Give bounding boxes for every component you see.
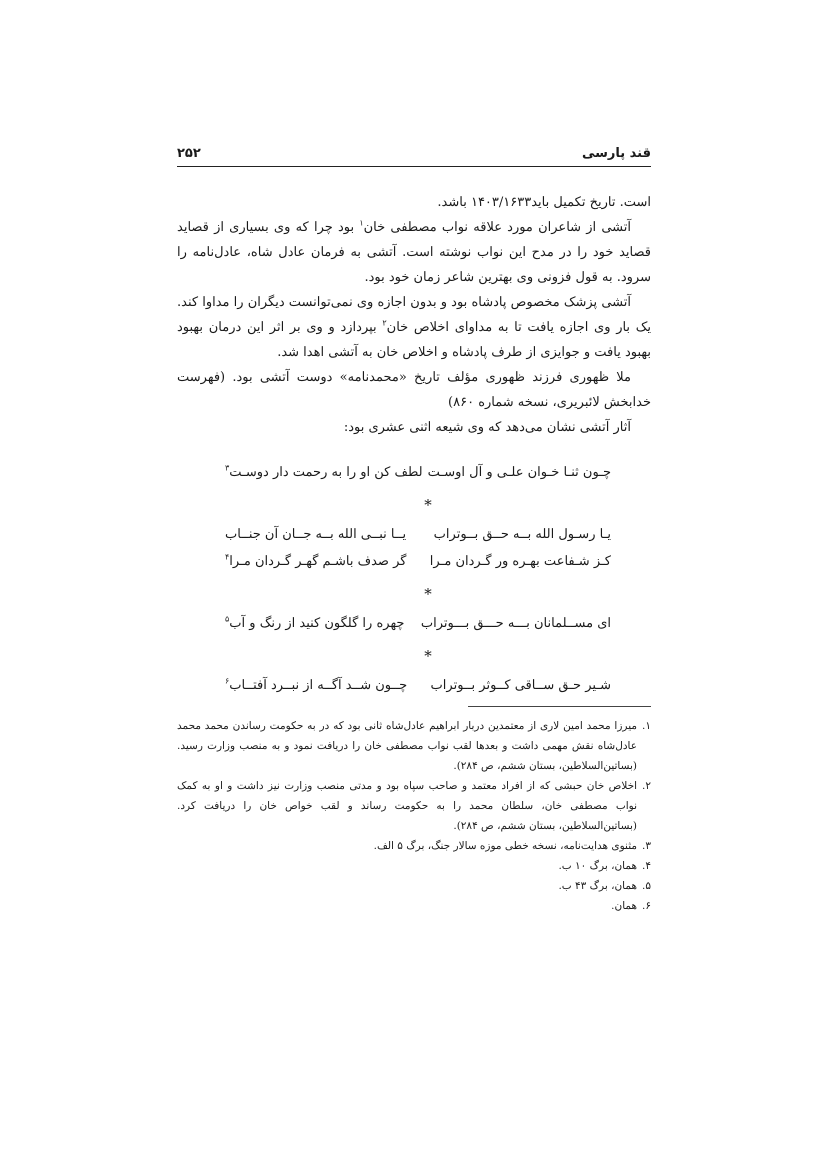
- footnote-text: مثنوی هدایت‌نامه، نسخه خطی موزه سالار جنگ، برگ ۵ الف.: [373, 840, 637, 852]
- verse-couplet: [177, 527, 651, 554]
- page-number: ۲۵۲: [177, 146, 201, 161]
- verse-couplet: [177, 465, 651, 492]
- footnote-text: اخلاص خان حبشی که از افراد معتمد و صاحب سپاه بود و مدتی منصب وزارت نیز داشت و او به کمک نواب مصطفی خان، سلطان محمد را به حکومت رساند و لقب خواص خان را دریافت کرد. (بساتین‌السلاطین، بستان ششم، ص ۲۸۴).: [177, 780, 637, 832]
- main-text: [177, 190, 651, 440]
- footnote-2: [177, 776, 651, 836]
- journal-title: قند پارسی: [581, 146, 651, 161]
- verse-separator: *: [424, 496, 432, 514]
- hemistich-right: یـا رسـول الله بــه حــق بــوتراب: [433, 527, 611, 542]
- hemistich-left: یــا نبــی الله بــه جــان آن جنــاب: [225, 527, 407, 542]
- footnote-number: ۱.: [642, 720, 651, 732]
- footnote-ref-3[interactable]: ۳: [225, 463, 230, 473]
- verse-couplet: [177, 616, 651, 643]
- footnote-5: [177, 876, 651, 896]
- footnote-number: ۴.: [642, 860, 651, 872]
- footnote-text: میرزا محمد امین لاری از معتمدین دربار ابراهیم عادل‌شاه ثانی بود که در به حکومت رساندن محمد محمد عادل‌شاه نقش مهمی داشت و بعدها لقب نواب مصطفی خان را دریافت نمود و به منصب وزارت رسید. (بساتین‌السلاطین، بستان ششم، ص ۲۸۴).: [177, 720, 637, 772]
- hemistich-left: لطف کن او را به رحمت دار دوسـت$^۳$: [225, 463, 423, 480]
- hemistich-right: کـز شـفاعت بهـره ور گـردان مـرا: [429, 554, 611, 569]
- footnote-text: همان.: [611, 900, 637, 912]
- paragraph-3: آتشی پزشک مخصوص پادشاه بود و بدون اجازه وی نمی‌توانست دیگران را مداوا کند. یک بار وی اجازه یافت تا به مداوای اخلاص خان$^۲$ بپردازد و وی بر اثر این درمان بهبود بهبود یافت و جوایزی از طرف پادشاه و اخلاص خان به آتشی اهدا شد.: [177, 295, 652, 360]
- footnote-ref-6[interactable]: ۶: [225, 676, 230, 686]
- footnote-ref-5[interactable]: ۵: [225, 614, 230, 624]
- footnotes: [177, 716, 651, 916]
- footnote-ref-1[interactable]: ۱: [359, 218, 364, 228]
- verse-separator: *: [424, 647, 432, 665]
- footnote-rule: [468, 706, 651, 707]
- paragraph-1: است. تاریخ تکمیل باید۱۴۰۳/۱۶۳۳ باشد.: [437, 195, 651, 210]
- footnote-number: ۳.: [642, 840, 651, 852]
- footnote-4: [177, 856, 651, 876]
- footnote-1: [177, 716, 651, 776]
- paragraph-2: آتشی از شاعران مورد علاقه نواب مصطفی خان$^۱$ بود چرا که وی بسیاری از قصاید قصاید خود را در مدح این نواب نوشته است. آتشی به فرمان عادل شاه، عادل‌نامه را سرود. به قول فزونی وی بهترین شاعر زمان خود بود.: [177, 218, 651, 285]
- hemistich-left: چهره را گلگون کنید از رنگ و آب$^۵$: [225, 614, 405, 631]
- hemistich-right: چـون ثنـا خـوان علـی و آل اوسـت: [427, 465, 611, 480]
- hemistich-left: چــون شــد آگــه از نبــرد آفتــاب$^۶$: [225, 676, 408, 693]
- poem-verses: [177, 465, 651, 705]
- footnote-6: [177, 896, 651, 916]
- hemistich-left: گر صدف باشـم گهـر گـردان مـرا$^۴$: [225, 552, 407, 569]
- footnote-number: ۵.: [642, 880, 651, 892]
- footnote-ref-4[interactable]: ۴: [225, 552, 230, 562]
- footnote-number: ۲.: [642, 780, 651, 792]
- verse-couplet: [177, 554, 651, 581]
- paragraph-5: آثار آتشی نشان می‌دهد که وی شیعه اثنی عشری بود:: [343, 420, 631, 435]
- verse-separator: *: [424, 585, 432, 603]
- footnote-3: [177, 836, 651, 856]
- footnote-number: ۶.: [642, 900, 651, 912]
- running-header: [177, 142, 651, 166]
- footnote-text: همان، برگ ۱۰ ب.: [558, 860, 637, 872]
- hemistich-right: ای مســلمانان بـــه حـــق بـــوتراب: [420, 616, 611, 631]
- header-rule: [177, 166, 651, 167]
- hemistich-right: شـیر حـق ســاقی کــوثر بــوتراب: [430, 678, 611, 693]
- footnote-text: همان، برگ ۴۳ ب.: [558, 880, 637, 892]
- paragraph-4: ملا ظهوری فرزند ظهوری مؤلف تاریخ «محمدنامه» دوست آتشی بود. (فهرست خدابخش لائبریری، نسخه شماره ۸۶۰): [177, 370, 651, 410]
- footnote-ref-2[interactable]: ۲: [382, 318, 387, 328]
- verse-couplet: [177, 678, 651, 705]
